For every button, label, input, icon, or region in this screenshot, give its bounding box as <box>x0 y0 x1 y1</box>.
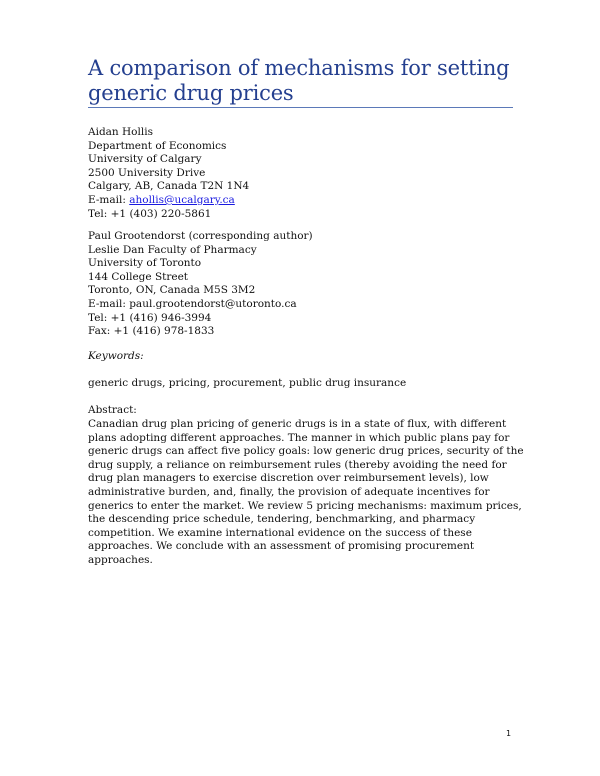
author-2-faculty: Leslie Dan Faculty of Pharmacy <box>88 243 257 256</box>
author-1-department: Department of Economics <box>88 139 227 152</box>
author-2-street: 144 College Street <box>88 270 189 283</box>
author-2-tel: Tel: +1 (416) 946-3994 <box>88 311 212 324</box>
author-2-name: Paul Grootendorst (corresponding author) <box>88 230 313 242</box>
paper-title <box>88 56 518 106</box>
abstract-line: Canadian drug plan pricing of generic drugs is in a state of flux, with different <box>88 418 507 430</box>
author-1-name: Aidan Hollis <box>88 126 153 138</box>
author-2-block <box>88 230 528 339</box>
keywords-heading: Keywords: <box>88 350 144 362</box>
abstract-heading: Abstract: <box>88 404 137 416</box>
author-1-institution: University of Calgary <box>88 153 202 166</box>
author-1-email-link[interactable]: ahollis@ucalgary.ca <box>129 193 235 206</box>
author-2-email: E-mail: paul.grootendorst@utoronto.ca <box>88 297 297 310</box>
abstract-line: plans adopting different approaches. The manner in which public plans pay for <box>88 431 510 444</box>
abstract-line: generic drugs can affect five policy goals: low generic drug prices, security of the <box>88 445 524 458</box>
abstract-line: the descending price schedule, tendering, benchmarking, and pharmacy <box>88 513 476 526</box>
author-1-city: Calgary, AB, Canada T2N 1N4 <box>88 180 250 193</box>
abstract-line: administrative burden, and, finally, the provision of adequate incentives for <box>88 485 490 498</box>
abstract-line: competition. We examine international evidence on the success of these <box>88 526 472 539</box>
keywords-section <box>88 350 528 364</box>
title-divider <box>88 107 513 108</box>
abstract-line: approaches. <box>88 553 153 566</box>
abstract-line: approaches. We conclude with an assessment of promising procurement <box>88 540 475 553</box>
keywords-list: generic drugs, pricing, procurement, public drug insurance <box>88 377 407 389</box>
author-2-fax: Fax: +1 (416) 978-1833 <box>88 325 215 338</box>
author-2-institution: University of Toronto <box>88 257 202 270</box>
author-1-email-line <box>88 194 528 208</box>
page-number: 1 <box>506 729 512 738</box>
abstract-line: generics to enter the market. We review 5 pricing mechanisms: maximum prices, <box>88 499 522 512</box>
author-1-email-label: E-mail: <box>88 193 130 206</box>
author-1-tel: Tel: +1 (403) 220-5861 <box>88 207 212 220</box>
abstract-heading-block <box>88 404 528 418</box>
keywords-list-block <box>88 377 528 391</box>
title-line-1: A comparison of mechanisms for setting <box>88 56 510 80</box>
author-1-block <box>88 126 528 221</box>
title-line-2: generic drug prices <box>88 81 294 105</box>
abstract-line: drug plan managers to exercise discretion over reimbursement levels), low <box>88 472 489 485</box>
author-1-street: 2500 University Drive <box>88 166 206 179</box>
author-2-city: Toronto, ON, Canada M5S 3M2 <box>88 284 256 297</box>
abstract-line: drug supply, a reliance on reimbursement rules (thereby avoiding the need for <box>88 458 507 471</box>
abstract-body <box>88 418 524 568</box>
